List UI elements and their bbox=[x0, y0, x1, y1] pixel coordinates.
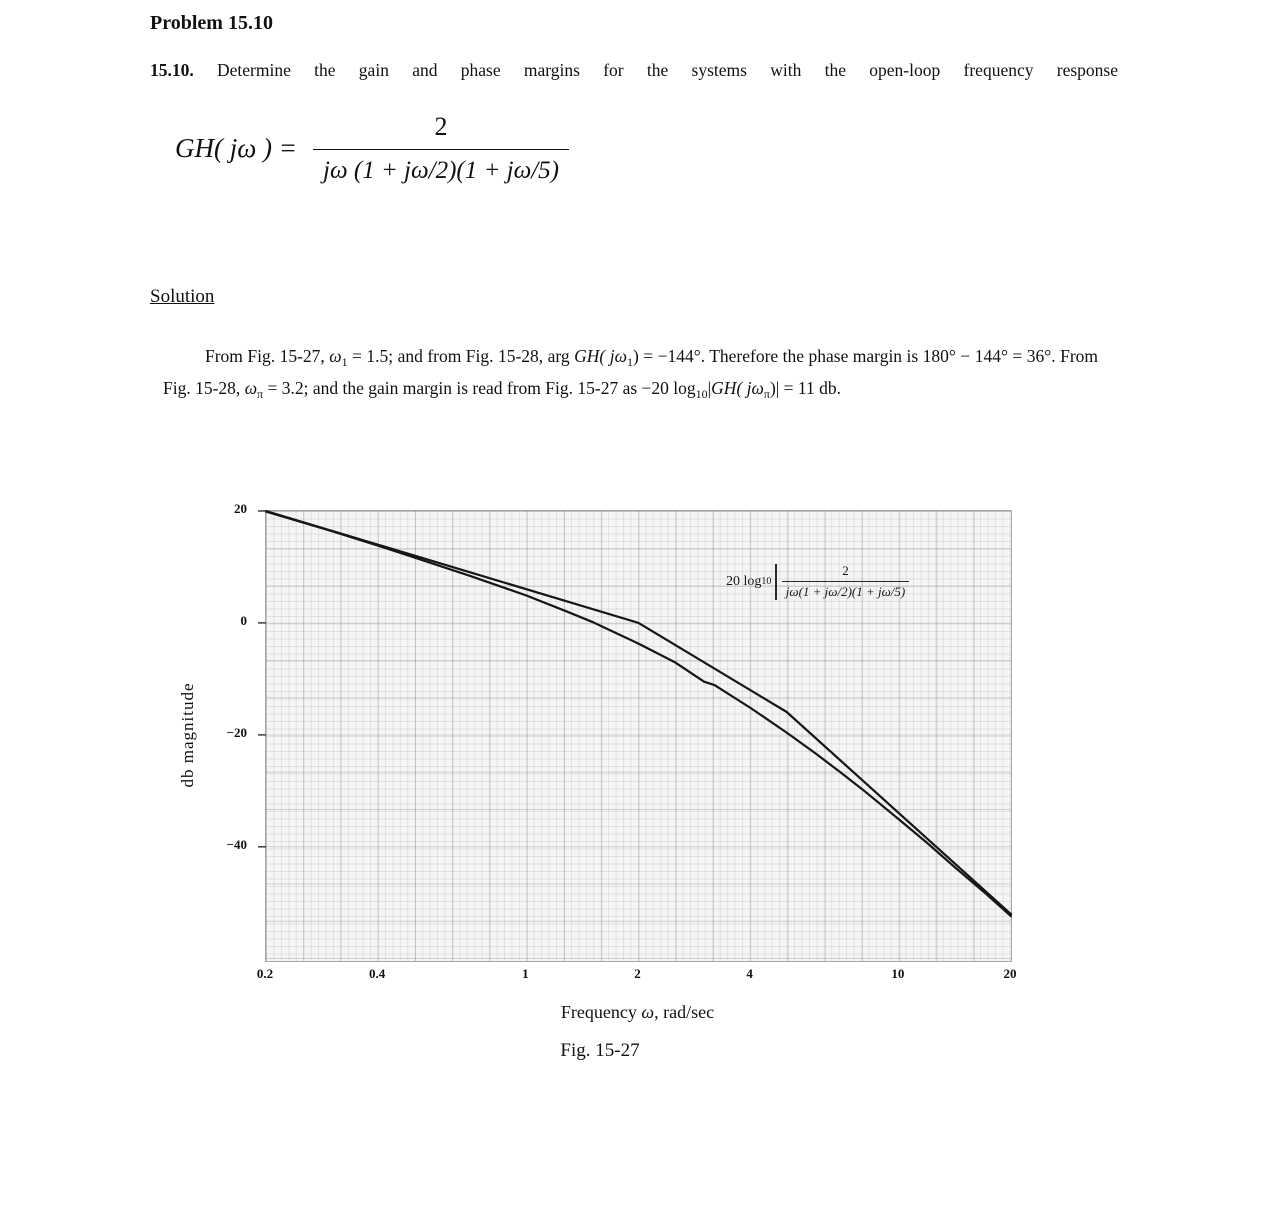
annotation-prefix: 20 log bbox=[726, 573, 762, 589]
page-title: Problem 15.10 bbox=[150, 12, 273, 34]
text-segment: 1 bbox=[341, 355, 348, 369]
x-axis-label bbox=[265, 1002, 1010, 1023]
y-tick-label: 20 bbox=[234, 501, 247, 516]
text-segment: ω bbox=[244, 378, 258, 398]
annotation-fraction bbox=[782, 563, 909, 600]
text-segment: 1 bbox=[626, 355, 633, 369]
text-segment: GH( jω bbox=[574, 346, 627, 366]
fraction-numerator: 2 bbox=[434, 112, 448, 141]
text-segment: 10 bbox=[695, 387, 708, 401]
text-segment: ω bbox=[641, 1002, 655, 1022]
text-segment: π bbox=[257, 387, 264, 401]
solution-paragraph bbox=[163, 343, 1098, 407]
bode-magnitude-plot bbox=[265, 510, 1012, 962]
annotation-denominator: jω(1 + jω/2)(1 + jω/5) bbox=[782, 581, 909, 600]
text-segment: | bbox=[707, 378, 712, 398]
text-segment: 15.10. bbox=[150, 60, 194, 80]
text-segment: )| = 11 db. bbox=[769, 378, 841, 398]
transfer-function-formula bbox=[175, 112, 569, 185]
text-segment: = 3.2; and the gain margin is read from Fig. 15-27 as −20 log bbox=[263, 378, 696, 398]
y-tick-labels bbox=[203, 501, 257, 960]
solution-heading: Solution bbox=[150, 286, 215, 307]
x-tick-labels bbox=[256, 966, 1017, 986]
x-tick-label: 20 bbox=[1003, 966, 1017, 981]
figure-caption: Fig. 15-27 bbox=[560, 1040, 640, 1061]
formula-fraction bbox=[313, 112, 569, 185]
x-tick-label: 10 bbox=[891, 966, 905, 981]
annotation-numerator: 2 bbox=[842, 563, 849, 578]
formula-lhs: GH( jω ) = bbox=[175, 133, 298, 163]
text-segment: Frequency bbox=[560, 1002, 642, 1022]
fraction-denominator: jω (1 + jω/2)(1 + jω/5) bbox=[313, 149, 569, 185]
text-segment: ω bbox=[329, 346, 342, 366]
y-tick-label: −20 bbox=[226, 724, 247, 740]
x-tick-label: 1 bbox=[522, 966, 529, 981]
text-segment: Determine the gain and phase margins for the systems with the open-loop frequency response bbox=[193, 60, 1118, 80]
x-tick-label: 2 bbox=[634, 966, 641, 981]
y-tick-label: 0 bbox=[240, 612, 247, 628]
magnitude-bar bbox=[775, 564, 776, 600]
text-segment: From Fig. 15-27, bbox=[205, 346, 330, 366]
text-segment: ) = −144°. Therefore the phase margin is 180° − 144° = 36°. From Fig. 15-28, bbox=[163, 346, 1099, 398]
text-segment: π bbox=[763, 387, 770, 401]
y-tick-label: −40 bbox=[226, 836, 247, 852]
plot-annotation bbox=[726, 563, 909, 600]
problem-statement bbox=[150, 60, 1118, 81]
annotation-log-subscript: 10 bbox=[761, 576, 772, 587]
text-segment: = 1.5; and from Fig. 15-28, arg bbox=[347, 346, 575, 366]
x-tick-label: 0.2 bbox=[256, 966, 274, 981]
text-segment: , rad/sec bbox=[654, 1002, 715, 1022]
text-segment: GH( jω bbox=[711, 378, 764, 398]
y-axis-label: db magnitude bbox=[178, 682, 197, 788]
x-tick-label: 0.4 bbox=[368, 966, 386, 981]
x-tick-label: 4 bbox=[746, 966, 753, 981]
